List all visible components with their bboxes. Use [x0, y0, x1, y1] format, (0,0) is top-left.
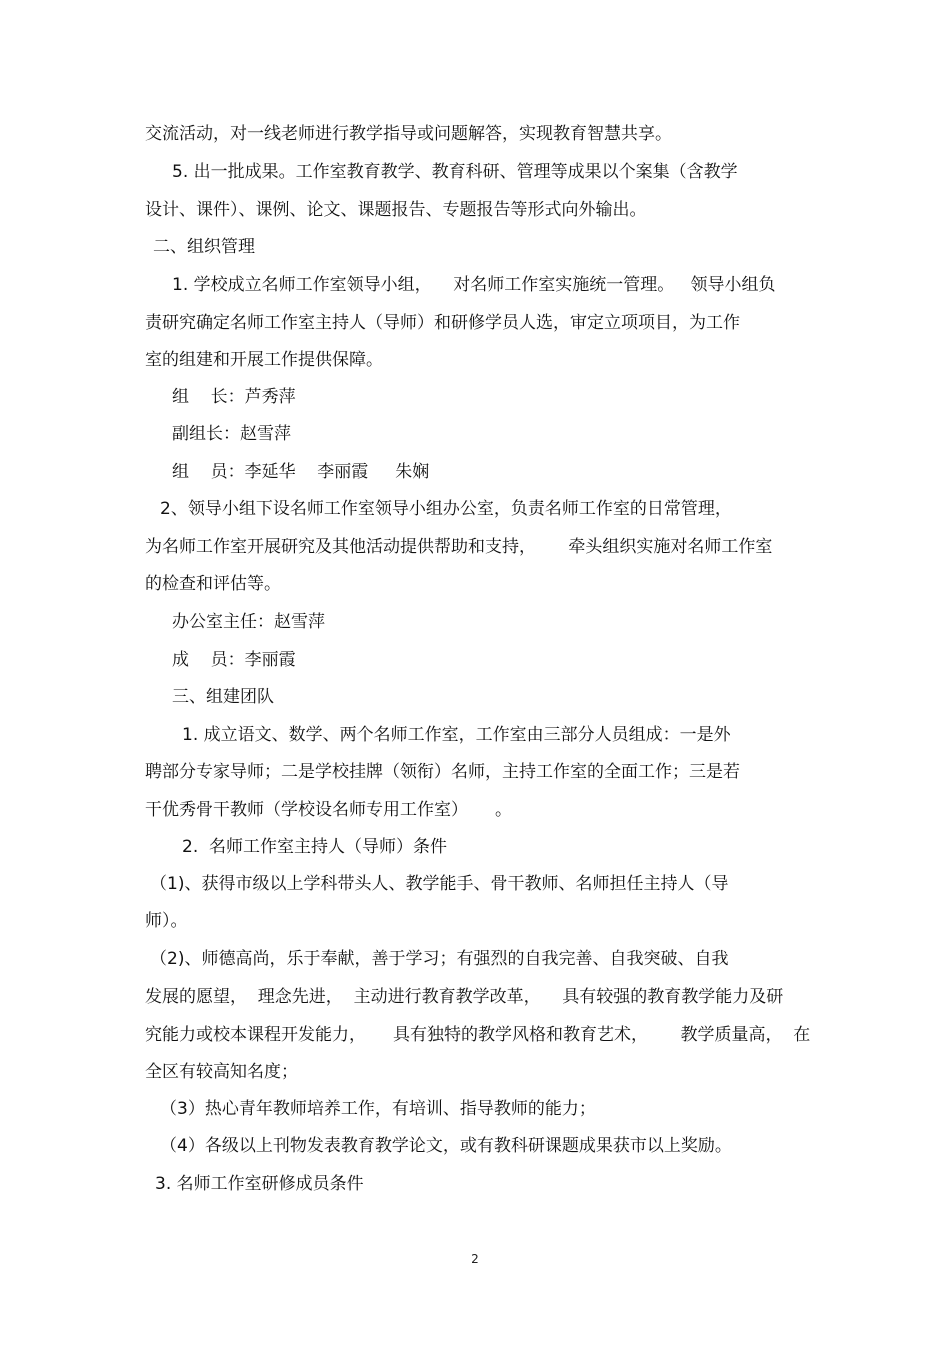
text-line: 2、领导小组下设名师工作室领导小组办公室，负责名师工作室的日常管理，: [160, 499, 732, 519]
text-line: （3）热心青年教师培养工作，有培训、指导教师的能力；: [160, 1099, 596, 1119]
subheading: 2. 名师工作室主持人（导师）条件: [182, 837, 448, 857]
text-line: 全区有较高知名度；: [145, 1062, 298, 1082]
member-line: 组 长：芦秀萍: [172, 387, 296, 407]
section-heading: 三、组建团队: [172, 687, 274, 707]
text-line: 设计、课件）、课例、论文、课题报告、专题报告等形式向外输出。: [145, 200, 647, 220]
text-line: （2)、师德高尚，乐于奉献，善于学习；有强烈的自我完善、自我突破、自我: [150, 949, 729, 969]
subheading: 3. 名师工作室研修成员条件: [155, 1174, 364, 1194]
text-line: 究能力或校本课程开发能力， 具有独特的教学风格和教育艺术， 教学质量高， 在: [145, 1025, 811, 1045]
text-line: 责研究确定名师工作室主持人（导师）和研修学员人选，审定立项项目，为工作: [145, 313, 740, 333]
member-line: 组 员：李延华 李丽霞 朱娴: [172, 462, 430, 482]
text-line: 交流活动，对一线老师进行教学指导或问题解答，实现教育智慧共享。: [145, 124, 672, 144]
text-line: 的检查和评估等。: [145, 574, 281, 594]
text-line: 1. 学校成立名师工作室领导小组， 对名师工作室实施统一管理。 领导小组负: [172, 275, 776, 295]
text-line: 1. 成立语文、数学、两个名师工作室，工作室由三部分人员组成：一是外: [182, 725, 731, 745]
text-line: 5. 出一批成果。工作室教育教学、教育科研、管理等成果以个案集（含教学: [172, 162, 738, 182]
text-line: （4）各级以上刊物发表教育教学论文，或有教科研课题成果获市以上奖励。: [160, 1136, 732, 1156]
member-line: 办公室主任：赵雪萍: [172, 612, 325, 632]
page-number: 2: [471, 1252, 479, 1266]
text-line: 师）。: [145, 911, 188, 931]
text-line: 聘部分专家导师；二是学校挂牌（领衔）名师，主持工作室的全面工作；三是若: [145, 762, 740, 782]
member-line: 副组长：赵雪萍: [172, 424, 291, 444]
section-heading: 二、组织管理: [153, 237, 255, 257]
text-line: 为名师工作室开展研究及其他活动提供帮助和支持， 牵头组织实施对名师工作室: [145, 537, 773, 557]
text-line: 室的组建和开展工作提供保障。: [145, 350, 383, 370]
text-line: 发展的愿望， 理念先进， 主动进行教育教学改革， 具有较强的教育教学能力及研: [145, 987, 784, 1007]
member-line: 成 员：李丽霞: [172, 650, 296, 670]
text-line: 干优秀骨干教师（学校设名师专用工作室） 。: [145, 800, 513, 820]
text-line: （1)、获得市级以上学科带头人、教学能手、骨干教师、名师担任主持人（导: [150, 874, 729, 894]
